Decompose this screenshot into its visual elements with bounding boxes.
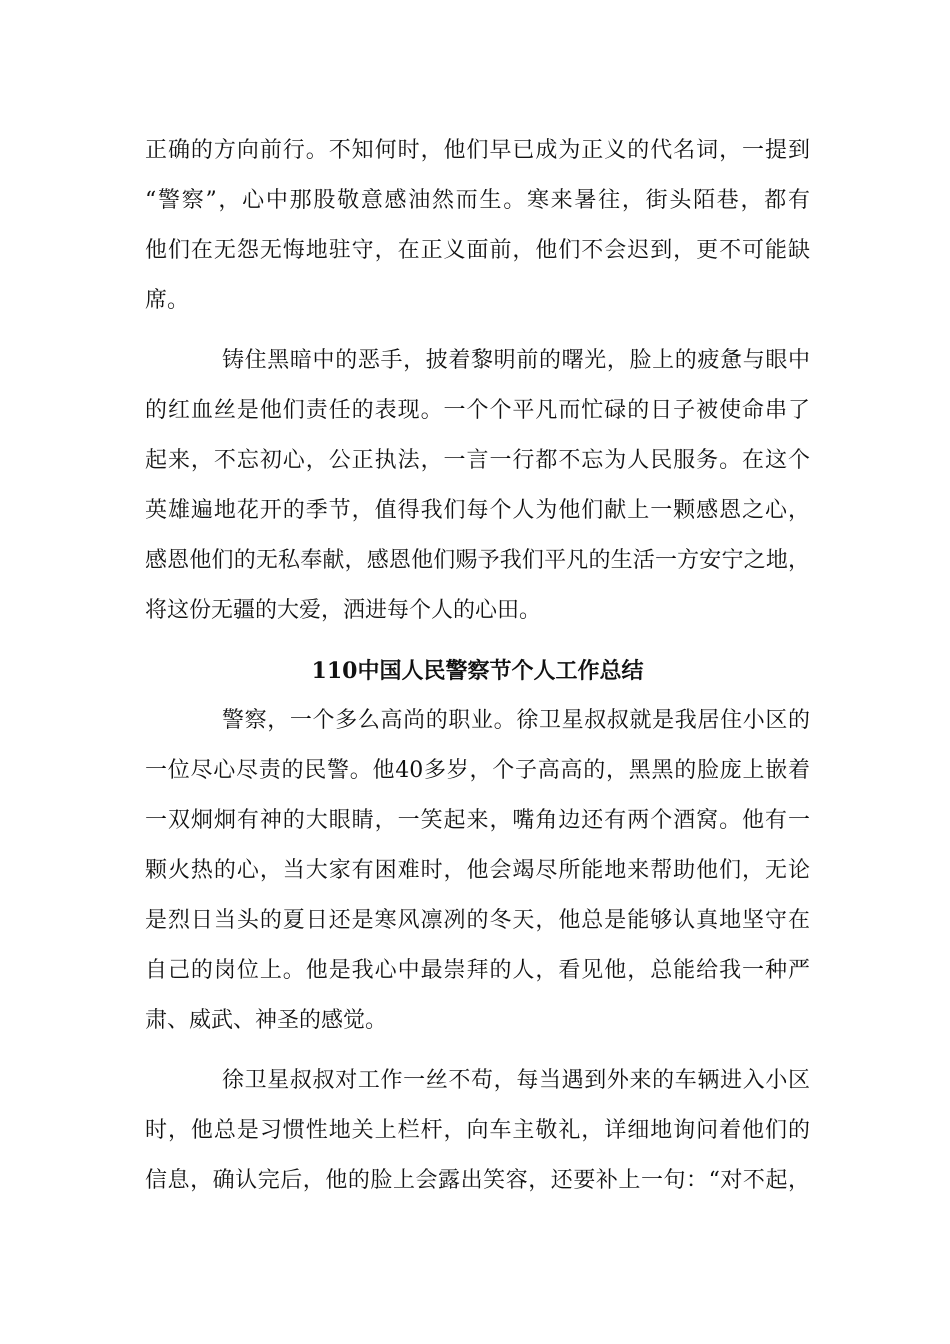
paragraph-line: 他们在无怨无悔地驻守，在正义面前，他们不会迟到，更不可能缺 [145,238,810,263]
paragraph-line: 将这份无疆的大爱，洒进每个人的心田。 [145,598,542,623]
paragraph-line: 肃、威武、神圣的感觉。 [145,1008,388,1033]
paragraph-line: 英雄遍地花开的季节，值得我们每个人为他们献上一颗感恩之心， [145,498,810,523]
paragraph-line: 铸住黑暗中的恶手，披着黎明前的曙光，脸上的疲惫与眼中 [222,348,810,373]
paragraph-line: 是烈日当头的夏日还是寒风凛冽的冬天，他总是能够认真地坚守在 [145,908,810,933]
paragraph-line: 自己的岗位上。他是我心中最崇拜的人，看见他，总能给我一种严 [145,958,810,983]
paragraph-line: 时，他总是习惯性地关上栏杆，向车主敬礼，详细地询问着他们的 [145,1118,810,1143]
paragraph-line: 一双炯炯有神的大眼睛，一笑起来，嘴角边还有两个酒窝。他有一 [145,808,810,833]
paragraph-line: 信息，确认完后，他的脸上会露出笑容，还要补上一句：“对不起， [145,1168,810,1193]
paragraph-line: 正确的方向前行。不知何时，他们早已成为正义的代名词，一提到 [145,138,810,163]
paragraph-line: 席。 [145,288,190,313]
paragraph-line: 徐卫星叔叔对工作一丝不苟，每当遇到外来的车辆进入小区 [222,1068,810,1093]
paragraph-line: 警察，一个多么高尚的职业。徐卫星叔叔就是我居住小区的 [222,708,810,733]
section-heading: 110中国人民警察节个人工作总结 [311,658,644,684]
paragraph-line: 颗火热的心，当大家有困难时，他会竭尽所能地来帮助他们，无论 [145,858,810,883]
paragraph-line: 一位尽心尽责的民警。他40多岁，个子高高的，黑黑的脸庞上嵌着 [145,758,810,783]
paragraph-line: 的红血丝是他们责任的表现。一个个平凡而忙碌的日子被使命串了 [145,398,810,423]
paragraph-line: 感恩他们的无私奉献，感恩他们赐予我们平凡的生活一方安宁之地， [145,548,810,573]
paragraph-line: “警察”，心中那股敬意感油然而生。寒来暑往，街头陌巷，都有 [145,188,810,213]
paragraph-line: 起来，不忘初心，公正执法，一言一行都不忘为人民服务。在这个 [145,448,810,473]
